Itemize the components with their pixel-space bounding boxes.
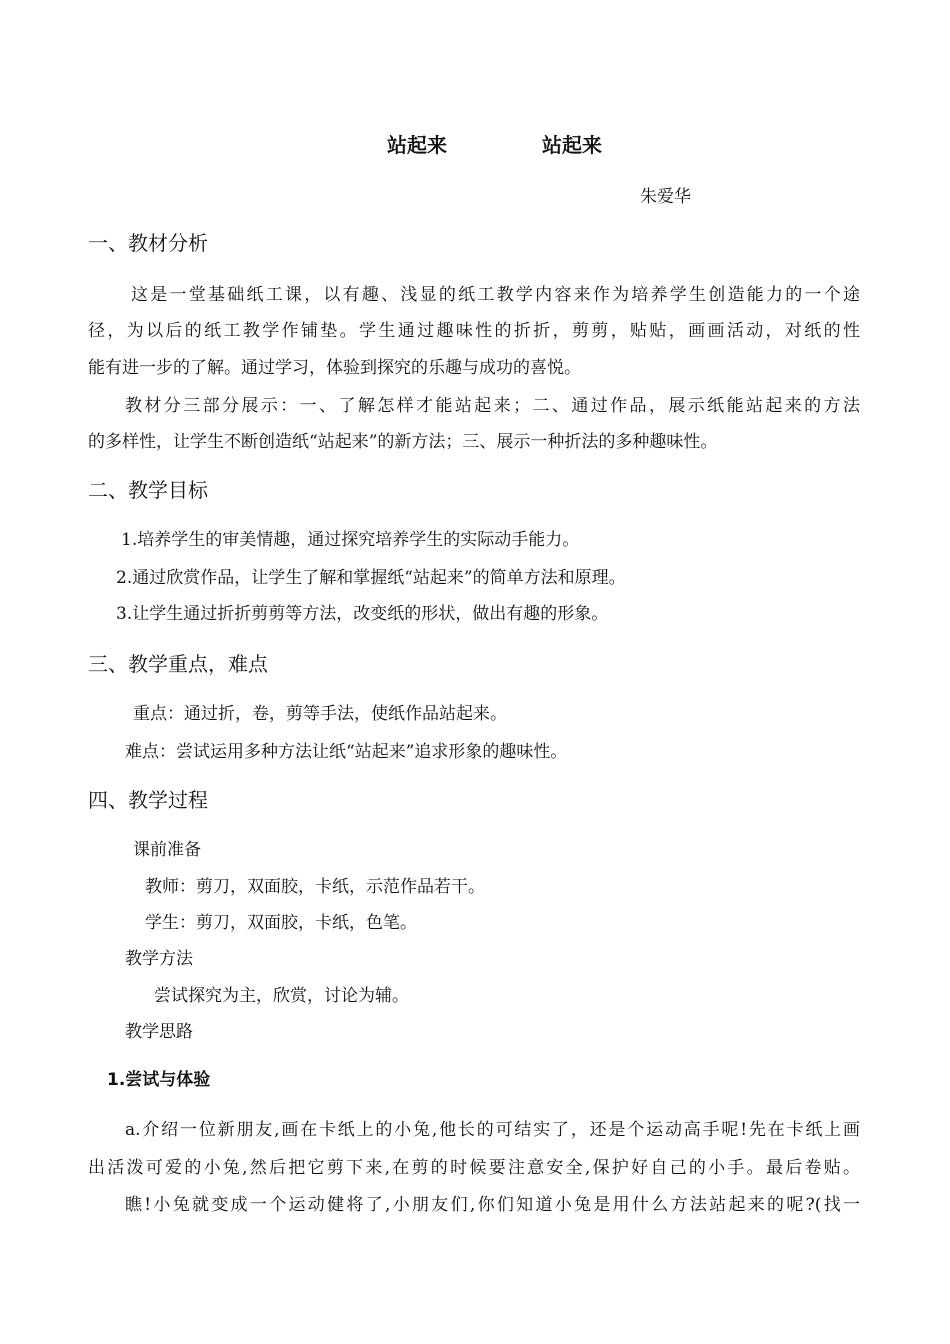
teacher-materials: 教师：剪刀，双面胶，卡纸，示范作品若干。 <box>145 877 485 897</box>
paragraph-line: 径，为以后的纸工教学作铺垫。学生通过趣味性的折折，剪剪，贴贴，画画活动，对纸的性 <box>88 321 860 341</box>
paragraph-line: a.介绍一位新朋友,画在卡纸上的小兔,他长的可结实了，还是个运动高手呢!先在卡纸上画 <box>125 1120 860 1140</box>
section-heading-focus: 三、教学重点，难点 <box>88 652 268 676</box>
step-heading: 1.尝试与体验 <box>107 1070 211 1090</box>
paragraph-line: 教材分三部分展示：一、了解怎样才能站起来；二、通过作品，展示纸能站起来的方法 <box>125 396 860 416</box>
document-title-left: 站起来 <box>387 133 447 157</box>
key-point: 重点：通过折，卷，剪等手法，使纸作品站起来。 <box>133 704 507 724</box>
document-title-right: 站起来 <box>542 133 602 157</box>
difficult-point: 难点：尝试运用多种方法让纸“站起来”追求形象的趣味性。 <box>125 742 568 762</box>
section-heading-goals: 二、教学目标 <box>88 478 208 502</box>
idea-label: 教学思路 <box>125 1022 193 1042</box>
goal-item: 3.让学生通过折折剪剪等方法，改变纸的形状，做出有趣的形象。 <box>116 604 609 624</box>
paragraph-line: 出活泼可爱的小兔,然后把它剪下来,在剪的时候要注意安全,保护好自己的小手。最后卷贴。 <box>88 1158 860 1178</box>
paragraph-line: 这是一堂基础纸工课，以有趣、浅显的纸工教学内容来作为培养学生创造能力的一个途 <box>131 285 860 305</box>
paragraph-line: 的多样性，让学生不断创造纸“站起来”的新方法；三、展示一种折法的多种趣味性。 <box>88 432 718 452</box>
goal-item: 1.培养学生的审美情趣，通过探究培养学生的实际动手能力。 <box>121 530 580 550</box>
paragraph-line: 瞧!小兔就变成一个运动健将了,小朋友们,你们知道小兔是用什么方法站起来的呢?(找一 <box>125 1195 860 1215</box>
section-heading-process: 四、教学过程 <box>88 788 208 812</box>
author-name: 朱爱华 <box>640 187 691 207</box>
student-materials: 学生：剪刀，双面胶，卡纸，色笔。 <box>145 913 417 933</box>
section-heading-analysis: 一、教材分析 <box>88 231 208 255</box>
paragraph-line: 能有进一步的了解。通过学习，体验到探究的乐趣与成功的喜悦。 <box>88 358 581 378</box>
method-label: 教学方法 <box>125 949 193 969</box>
goal-item: 2.通过欣赏作品，让学生了解和掌握纸“站起来”的简单方法和原理。 <box>116 568 626 588</box>
method-text: 尝试探究为主，欣赏，讨论为辅。 <box>154 986 409 1006</box>
prep-label: 课前准备 <box>133 840 201 860</box>
